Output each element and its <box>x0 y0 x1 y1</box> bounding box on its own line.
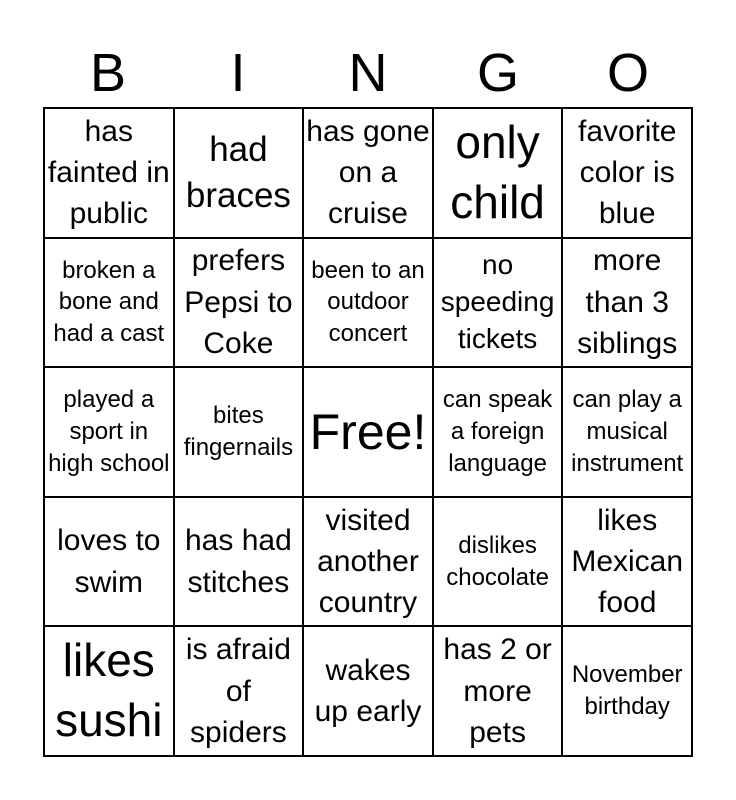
cell-label: been to an outdoor concert <box>311 256 425 348</box>
bingo-cell[interactable] <box>44 626 174 756</box>
bingo-cell[interactable] <box>174 108 304 238</box>
cell-label: more than 3 siblings <box>577 244 678 361</box>
cell-label: can play a musical instrument <box>571 386 684 477</box>
cell-label: can speak a foreign language <box>442 386 553 477</box>
bingo-cell[interactable] <box>562 367 692 497</box>
bingo-header <box>43 42 693 104</box>
bingo-cell[interactable] <box>174 367 304 497</box>
cell-label: had braces <box>185 130 291 215</box>
cell-label: visited another country <box>317 503 419 620</box>
bingo-cell[interactable] <box>303 108 433 238</box>
cell-label: is afraid of spiders <box>185 633 291 749</box>
cell-label: has fainted in public <box>47 114 170 231</box>
bingo-cell[interactable] <box>303 238 433 368</box>
bingo-cell[interactable] <box>562 626 692 756</box>
cell-label: no speeding tickets <box>440 248 555 354</box>
header-letter-o: O <box>606 43 649 103</box>
cell-label: November birthday <box>571 661 683 721</box>
bingo-cell[interactable] <box>174 497 304 627</box>
bingo-cell[interactable] <box>562 108 692 238</box>
cell-label: favorite color is blue <box>578 114 677 231</box>
cell-label: bites fingernails <box>183 402 294 461</box>
bingo-cell[interactable] <box>44 367 174 497</box>
bingo-cell[interactable] <box>433 238 563 368</box>
cell-label: broken a bone and had a cast <box>53 256 165 348</box>
bingo-cell[interactable] <box>562 497 692 627</box>
header-letter-b: B <box>89 43 127 103</box>
bingo-cell[interactable] <box>303 497 433 627</box>
bingo-cell[interactable] <box>433 626 563 756</box>
bingo-cell[interactable] <box>303 626 433 756</box>
cell-label: has gone on a cruise <box>306 114 430 231</box>
bingo-cell[interactable] <box>44 108 174 238</box>
bingo-cell[interactable] <box>44 238 174 368</box>
cell-label: has had stitches <box>185 524 292 599</box>
cell-label: likes Mexican food <box>571 503 684 620</box>
cell-label: loves to swim <box>57 524 161 599</box>
cell-label: wakes up early <box>314 653 422 729</box>
bingo-cell[interactable] <box>433 108 563 238</box>
cell-label: only child <box>450 116 545 228</box>
header-letter-n: N <box>348 43 388 103</box>
header-letter-i: I <box>230 43 246 103</box>
free-label: Free! <box>309 403 427 460</box>
bingo-cell[interactable] <box>562 238 692 368</box>
bingo-cell[interactable] <box>174 238 304 368</box>
bingo-cell[interactable] <box>433 367 563 497</box>
bingo-cell[interactable] <box>44 497 174 627</box>
bingo-cell[interactable] <box>174 626 304 756</box>
header-letter-g: G <box>476 43 519 103</box>
cell-label: likes sushi <box>55 634 163 747</box>
cell-label: has 2 or more pets <box>443 633 552 749</box>
cell-label: dislikes chocolate <box>446 531 549 591</box>
bingo-cell[interactable] <box>433 497 563 627</box>
cell-label: played a sport in high school <box>48 386 170 477</box>
cell-label: prefers Pepsi to Coke <box>184 244 293 361</box>
bingo-free-cell[interactable] <box>303 367 433 497</box>
bingo-board <box>43 107 693 757</box>
